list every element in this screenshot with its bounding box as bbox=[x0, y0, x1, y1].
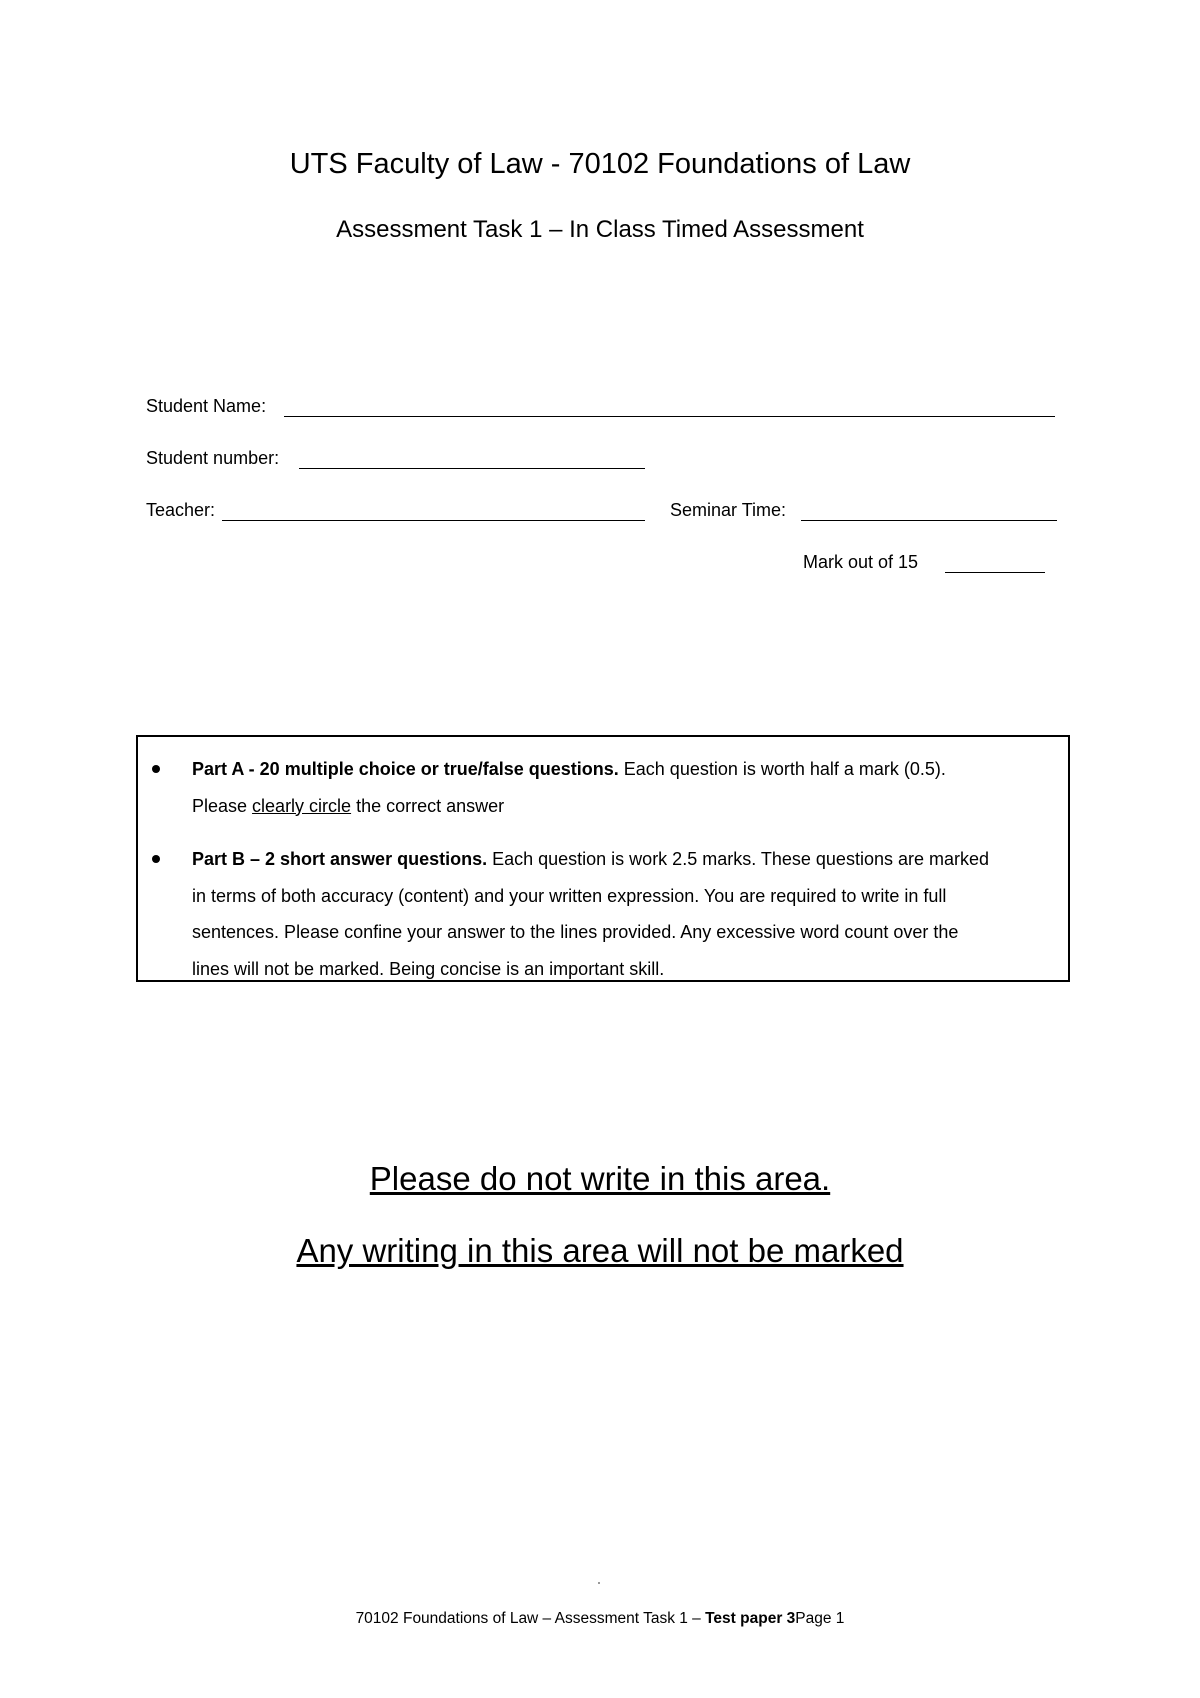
document-title: UTS Faculty of Law - 70102 Foundations of Law bbox=[289, 148, 911, 180]
footer-paper: Test paper 3 bbox=[705, 1610, 796, 1627]
part-b-line-4: lines will not be marked. Being concise is an important skill. bbox=[192, 958, 665, 979]
part-b-line-3: sentences. Please confine your answer to the lines provided. Any excessive word count over the bbox=[192, 922, 959, 942]
notice-line-2: Any writing in this area will not be marked bbox=[296, 1232, 904, 1269]
part-a-text-3: the correct answer bbox=[351, 795, 505, 816]
part-a-text-2: Please bbox=[192, 795, 253, 816]
instruction-part-a bbox=[148, 751, 1058, 824]
bullet-icon bbox=[152, 765, 160, 773]
seminar-time-field[interactable] bbox=[801, 520, 1057, 521]
mark-field bbox=[945, 572, 1045, 573]
teacher-field[interactable] bbox=[222, 520, 645, 521]
part-a-heading: Part A - 20 multiple choice or true/false questions. bbox=[192, 759, 619, 779]
bullet-icon bbox=[152, 855, 160, 863]
student-name-label: Student Name: bbox=[146, 396, 267, 416]
part-b-heading: Part B – 2 short answer questions. bbox=[192, 849, 488, 869]
footer-text: 70102 Foundations of Law – Assessment Task 1 – bbox=[355, 1610, 706, 1627]
notice-line-1: Please do not write in this area. bbox=[369, 1160, 831, 1197]
part-b-line-1: Each question is work 2.5 marks. These questions are marked bbox=[487, 849, 990, 869]
decorative-dot bbox=[598, 1582, 600, 1584]
student-number-label: Student number: bbox=[146, 448, 280, 468]
instructions-box bbox=[136, 735, 1070, 982]
instruction-part-b bbox=[148, 841, 1058, 987]
mark-label: Mark out of 15 bbox=[803, 552, 919, 572]
footer-page-number: Page 1 bbox=[795, 1610, 845, 1627]
seminar-time-label: Seminar Time: bbox=[670, 500, 787, 520]
part-a-text: Each question is worth half a mark (0.5). bbox=[618, 759, 946, 779]
student-number-field[interactable] bbox=[299, 468, 645, 469]
student-name-field[interactable] bbox=[284, 416, 1055, 417]
part-b-line-2: in terms of both accuracy (content) and your written expression. You are required to write in full bbox=[192, 885, 947, 906]
teacher-label: Teacher: bbox=[146, 500, 216, 520]
page-footer bbox=[0, 1610, 1200, 1628]
document-subtitle: Assessment Task 1 – In Class Timed Assessment bbox=[336, 216, 864, 243]
part-a-underlined: clearly circle bbox=[252, 795, 352, 816]
